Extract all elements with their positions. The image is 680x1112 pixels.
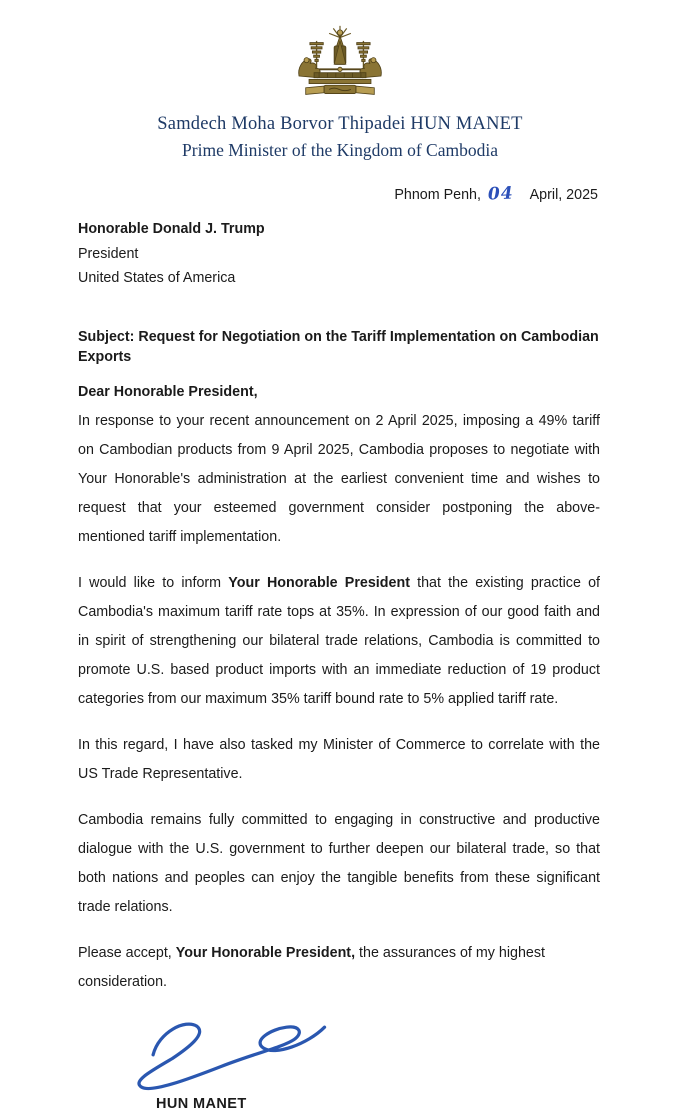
sender-title: Prime Minister of the Kingdom of Cambodia [182,140,498,160]
paragraph-4: Cambodia remains fully committed to engaging in constructive and productive dialogue with the U.S. government to further deepen our bilateral trade, so that both nations and peoples can enjoy the tangible benefits from these significant trade relations. [78,811,600,915]
recipient-title: President [78,245,139,262]
closing-text-cont: the assurances of my highest consideration. [78,944,545,990]
recipient-block [78,217,600,291]
sender-name: Samdech Moha Borvor Thipadei HUN MANET [157,114,523,134]
dateline-handwritten-day: 04 [487,183,514,205]
paragraph-2-bold: Your Honorable President [228,574,410,591]
letter-body [0,217,680,1112]
letterhead-emblem [0,24,680,108]
handwritten-signature-icon [130,1011,340,1091]
dateline-month-year: April, 2025 [529,187,598,203]
signature-block [130,1011,600,1112]
recipient-country: United States of America [78,270,236,286]
recipient-name: Honorable Donald J. Trump [78,221,265,237]
dateline [0,184,680,204]
subject-line: Subject: Request for Negotiation on the Tariff Implementation on Cambodian Exports [78,328,599,365]
closing-line [78,939,600,997]
closing-bold: Your Honorable President, [175,944,356,961]
paragraph-2-text-cont: that the existing practice of Cambodia's maximum tariff rate tops at 35%. In expression of our good faith and in spirit of strengthening our bilateral trade relations, Cambodia is committed to promote U.S. based product imports with an immediate reduction of 19 product categories from our maximum 35% tariff bound rate to 5% applied tariff rate. [78,574,600,707]
closing-text: Please accept, [78,944,176,961]
paragraph-2 [78,569,600,714]
royal-arms-of-cambodia-icon [294,24,386,108]
signer-name: HUN MANET [156,1095,247,1112]
paragraph-3: In this regard, I have also tasked my Minister of Commerce to correlate with the US Trade Representative. [78,736,600,782]
paragraph-1: In response to your recent announcement on 2 April 2025, imposing a 49% tariff on Cambodian products from 9 April 2025, Cambodia proposes to negotiate with Your Honorable's administration at the earliest convenient time and wishes to request that your esteemed government consider postponing the above-mentioned tariff implementation. [78,412,600,545]
salutation: Dear Honorable President, [78,383,258,400]
paragraph-2-text: I would like to inform [78,574,229,591]
dateline-place: Phnom Penh, [394,187,481,203]
